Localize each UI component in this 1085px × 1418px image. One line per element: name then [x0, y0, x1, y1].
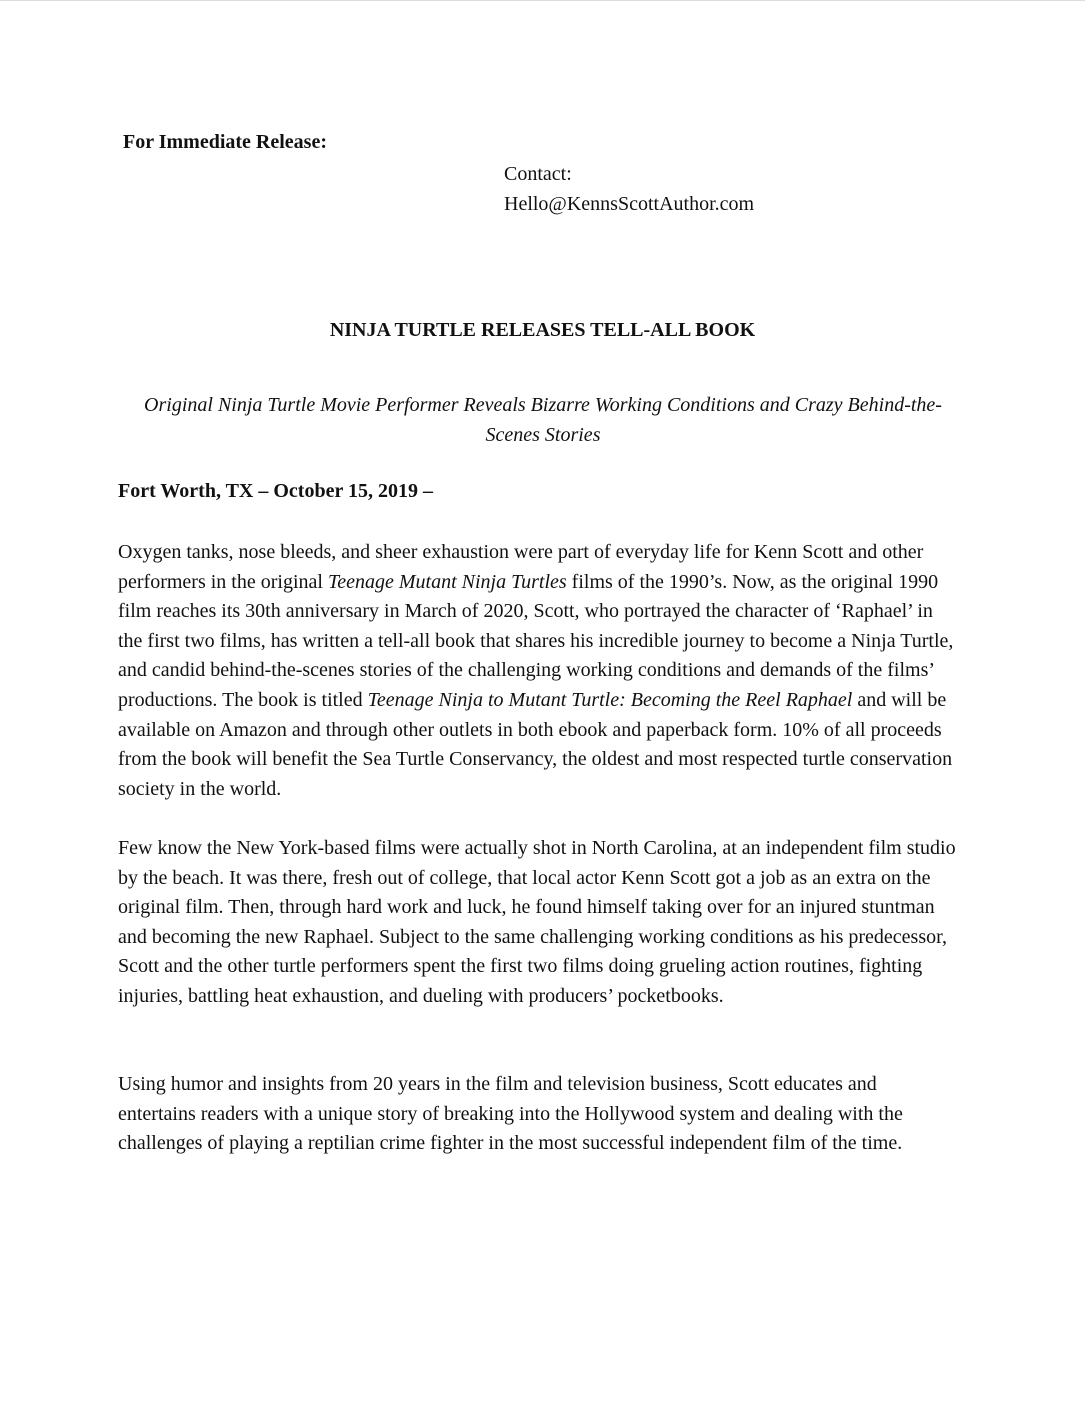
contact-block [504, 159, 754, 219]
book-title-italic: Teenage Ninja to Mutant Turtle: Becoming the Reel Raphael [367, 688, 853, 711]
body-paragraph-1 [118, 538, 958, 804]
para-1-text-c: and will be available on Amazon and through other outlets in both ebook and paperback form. 10% of all proceeds from the book will benefit the Sea Turtle Conservancy, the oldest and most respected turtle conservation society in the world. [118, 688, 953, 800]
body-paragraph-2: Few know the New York-based films were actually shot in North Carolina, at an independent film studio by the beach. It was there, fresh out of college, that local actor Kenn Scott got a job as an extra on the original film. Then, through hard work and luck, he found himself taking over for an injured stuntman and becoming the new Raphael. Subject to the same challenging working conditions as his predecessor, Scott and the other turtle performers spent the first two films doing grueling action routines, fighting injuries, battling heat exhaustion, and dueling with producers’ pocketbooks. [118, 837, 956, 1007]
contact-email: Hello@KennsScottAuthor.com [504, 193, 755, 215]
contact-label: Contact: [504, 163, 572, 185]
subheadline: Original Ninja Turtle Movie Performer Reveals Bizarre Working Conditions and Crazy Behind-the-Scenes Stories [144, 394, 942, 446]
para-1-text-a: Oxygen tanks, nose bleeds, and sheer exhaustion were part of everyday life for Kenn Scott and other performers in the original [118, 541, 924, 593]
release-label: For Immediate Release: [123, 131, 328, 153]
para-1-text-b: films of the 1990’s. Now, as the original 1990 film reaches its 30th anniversary in March of 2020, Scott, who portrayed the character of ‘Raphael’ in the first two films, has written a tell-all book that shares his incredible journey to become a Ninja Turtle, and candid behind-the-scenes stories of the challenging working conditions and demands of the films’ productions. The book is titled [118, 570, 954, 711]
dateline: Fort Worth, TX – October 15, 2019 – [118, 480, 433, 502]
film-title-italic: Teenage Mutant Ninja Turtles [327, 570, 567, 593]
body-paragraph-3: Using humor and insights from 20 years in the film and television business, Scott educates and entertains readers with a unique story of breaking into the Hollywood system and dealing with the challenges of playing a reptilian crime fighter in the most successful independent film of the time. [118, 1073, 903, 1155]
headline: NINJA TURTLE RELEASES TELL-ALL BOOK [329, 319, 756, 341]
